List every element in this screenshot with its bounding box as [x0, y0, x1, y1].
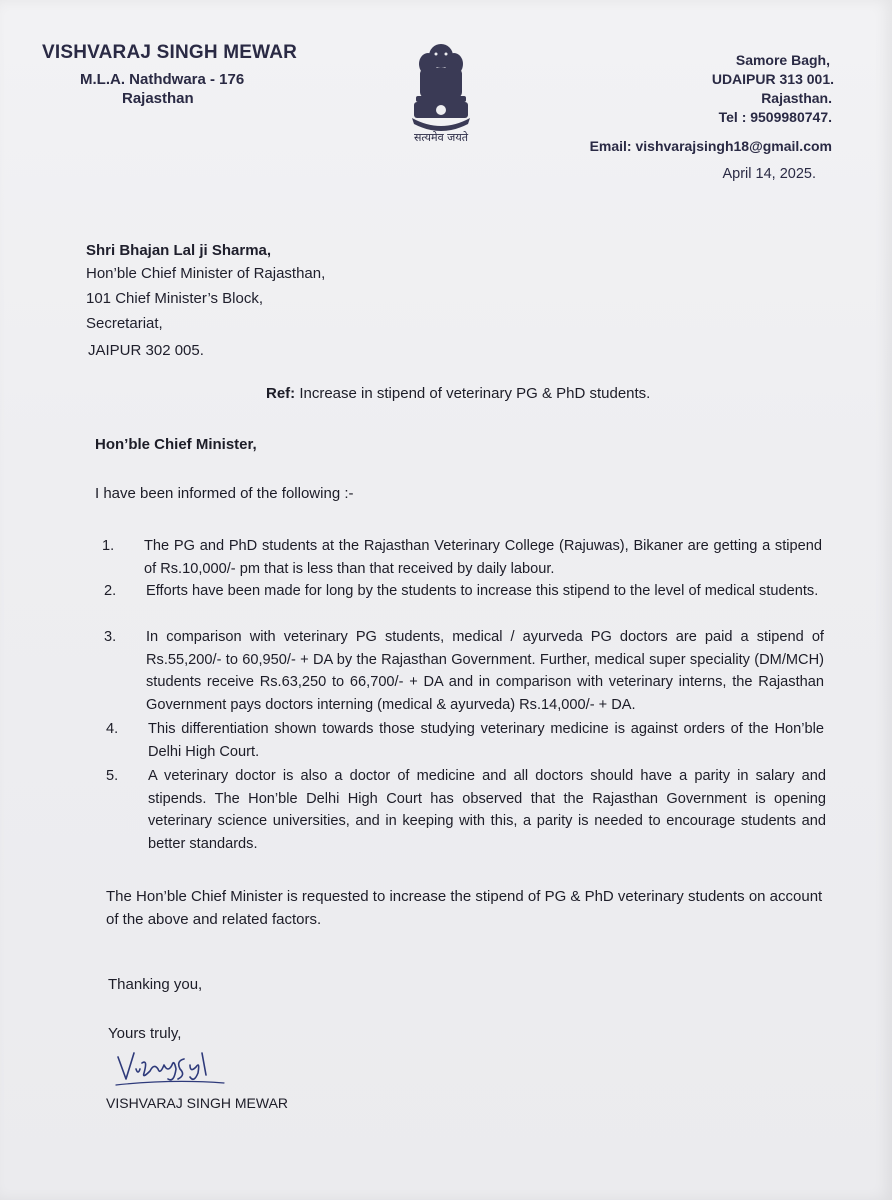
salutation: Hon’ble Chief Minister, — [95, 436, 257, 453]
point-item — [104, 626, 824, 718]
telephone: Tel : 9509980747. — [718, 109, 832, 125]
reference-text: Increase in stipend of veterinary PG & PhD students. — [295, 385, 651, 402]
recipient-line-2: 101 Chief Minister’s Block, — [86, 290, 264, 307]
letter-date: April 14, 2025. — [722, 166, 816, 182]
point-text: A veterinary doctor is also a doctor of medicine and all doctors should have a parity in salary and stipends. The Hon’ble Delhi High Court has observed that the Rajasthan Government is opening veterinary science universities, and in keeping with this, a parity is needed to encourage students and better standards. — [148, 768, 826, 852]
intro-line: I have been informed of the following :- — [95, 485, 354, 502]
address-line-1: Samore Bagh, — [735, 52, 830, 68]
point-text: Efforts have been made for long by the students to increase this stipend to the level of medical students. — [146, 583, 819, 599]
point-number: 1. — [102, 538, 115, 554]
point-text: This differentiation shown towards those studying veterinary medicine is against orders of the Hon’ble Delhi High Court. — [148, 721, 824, 760]
address-line-2: UDAIPUR 313 001. — [711, 71, 834, 87]
point-number: 2. — [104, 583, 117, 599]
signatory-name: VISHVARAJ SINGH MEWAR — [106, 1095, 289, 1111]
point-number: 5. — [106, 768, 119, 784]
point-item — [106, 718, 824, 764]
point-item — [104, 580, 822, 626]
recipient-line-1: Hon’ble Chief Minister of Rajasthan, — [86, 265, 326, 282]
sender-name: VISHVARAJ SINGH MEWAR — [42, 42, 298, 63]
reference-line — [266, 385, 650, 402]
emblem-motto: सत्यमेव जयते — [413, 131, 468, 144]
address-line-3: Rajasthan. — [761, 90, 832, 106]
point-number: 4. — [106, 721, 119, 737]
point-item — [106, 765, 826, 857]
reference-label: Ref: — [266, 385, 296, 402]
point-text: In comparison with veterinary PG students, medical / ayurveda PG doctors are paid a stipend of Rs.55,200/- to 60,950/- + DA by the Rajasthan Government. Further, medical super speciality (DM/MCH) students receive Rs.63,250 to 66,700/- + DA and in comparison with veterinary interns, the Rajasthan Government pays doctors interning (medical & ayurveda) Rs.14,000/- + DA. — [146, 629, 824, 713]
point-text: The PG and PhD students at the Rajasthan Veterinary College (Rajuwas), Bikaner are getting a stipend of Rs.10,000/- pm that is less than that received by daily labour. — [144, 538, 822, 577]
yours-truly-line: Yours truly, — [108, 1025, 182, 1042]
recipient-name: Shri Bhajan Lal ji Sharma, — [86, 242, 272, 259]
point-number: 3. — [104, 629, 117, 645]
thanking-line: Thanking you, — [108, 976, 203, 993]
request-paragraph: The Hon’ble Chief Minister is requested to increase the stipend of PG & PhD veterinary students on account of the above and related factors. — [106, 888, 823, 928]
signature-image — [112, 1045, 232, 1095]
email: Email: vishvarajsingh18@gmail.com — [589, 138, 832, 154]
sender-state: Rajasthan — [122, 90, 194, 107]
point-item — [102, 535, 822, 581]
sender-title: M.L.A. Nathdwara - 176 — [80, 71, 245, 88]
recipient-line-4: JAIPUR 302 005. — [88, 342, 204, 359]
recipient-line-3: Secretariat, — [86, 315, 163, 332]
